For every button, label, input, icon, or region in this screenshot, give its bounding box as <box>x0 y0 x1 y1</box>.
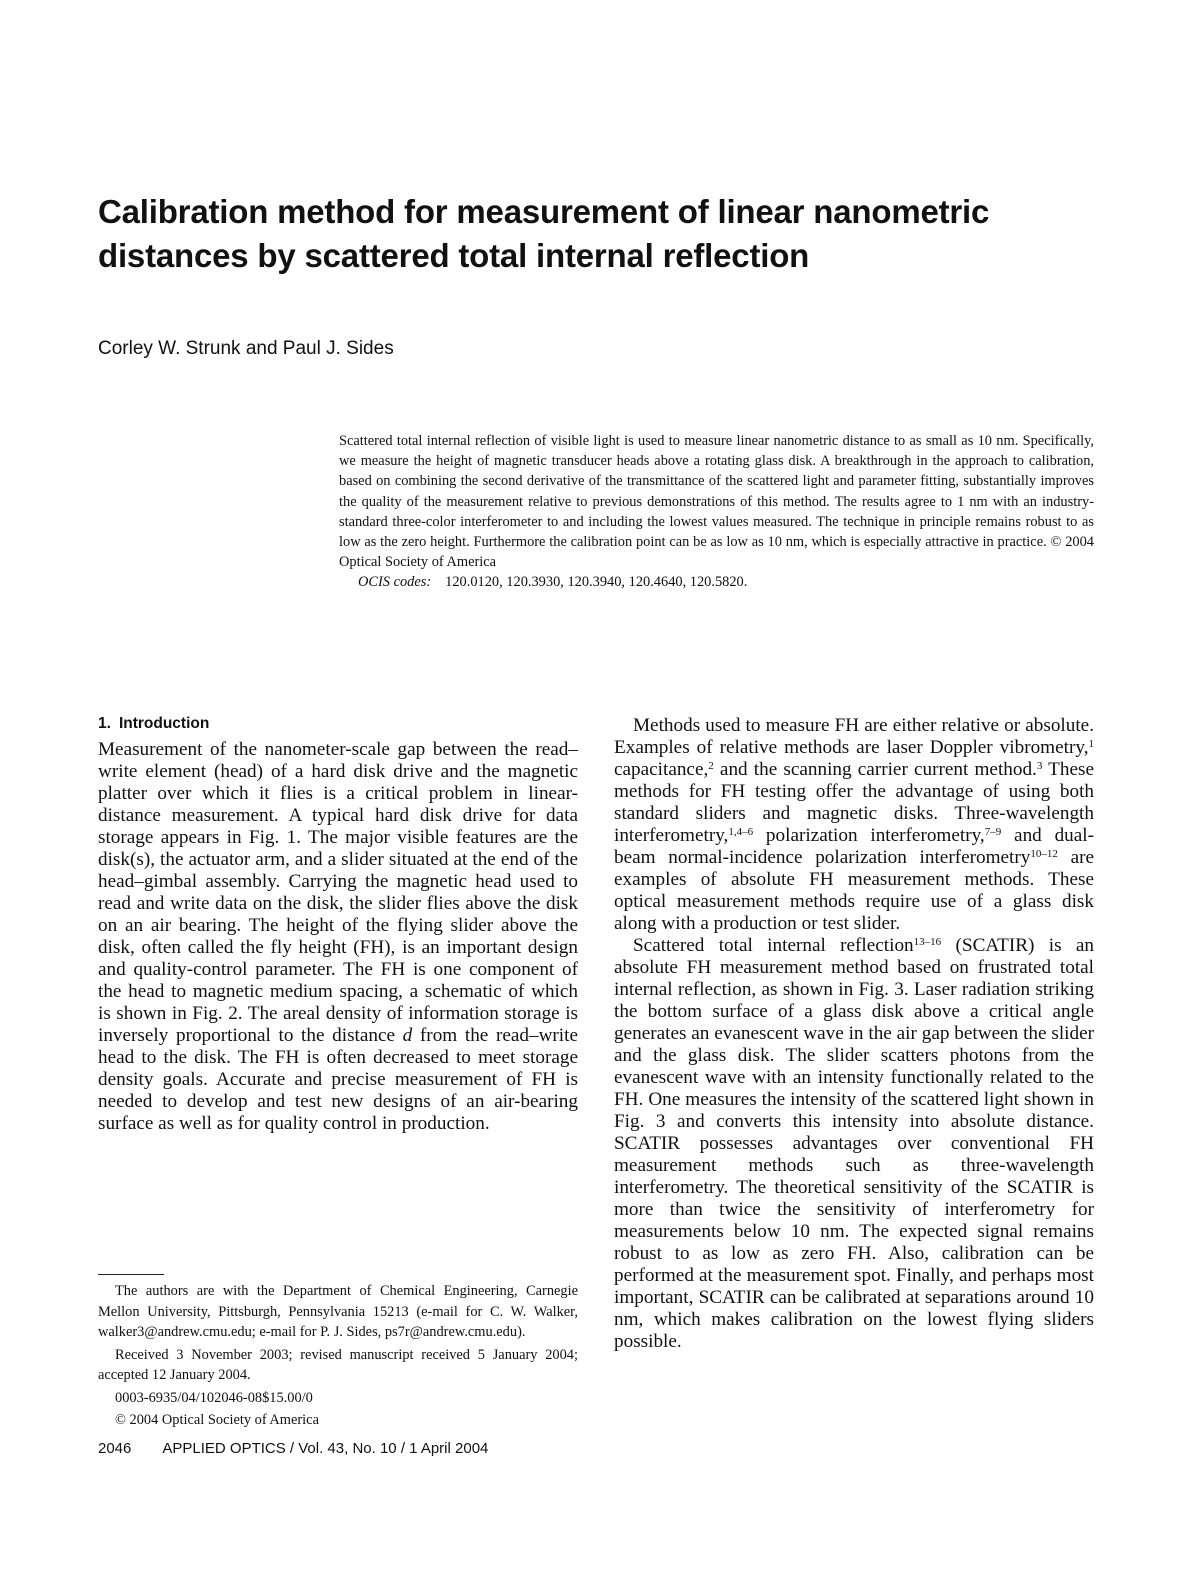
intro-paragraph <box>98 739 578 1135</box>
citation-ref: 1 <box>1088 738 1094 750</box>
left-column <box>98 714 578 1135</box>
intro-text-part2: from the read–write head to the disk. The FH is often decreased to meet storage density goals. Accurate and precise measurement of FH is needed to develop and test new designs of an air-bearing surface as well as for quality control in production. <box>98 1025 578 1134</box>
scatir-text: (SCATIR) is an absolute FH measurement method based on frustrated total internal reflection, as shown in Fig. 3. Laser radiation striking the bottom surface of a glass disk above a critical angle generates an evanescent wave in the air gap between the slider and the glass disk. The slider scatters photons from the evanescent wave with an intensity functionally related to the FH. One measures the intensity of the scattered light shown in Fig. 3 and converts this intensity into absolute distance. SCATIR possesses advantages over conventional FH measurement methods such as three-wavelength interferometry. The theoretical sensitivity of the SCATIR is more than twice the sensitivity of interferometry for measurements below 10 nm. The expected signal remains robust to as low as zero FH. Also, calibration can be performed at the measurement spot. Finally, and perhaps most important, SCATIR can be calibrated at separations around 10 nm, which makes calibration on the lowest flying sliders possible. <box>614 935 1094 1352</box>
section-heading <box>98 714 578 734</box>
distance-variable: d <box>402 1025 413 1046</box>
scatir-paragraph <box>614 935 1094 1353</box>
scatir-text: Scattered total internal reflection <box>633 935 914 956</box>
citation-ref: 2 <box>708 760 714 772</box>
ocis-codes <box>339 572 1094 592</box>
section-title: Introduction <box>118 715 210 732</box>
ocis-label: OCIS codes: <box>358 574 432 591</box>
author-list: Corley W. Strunk and Paul J. Sides <box>98 338 394 359</box>
methods-text: Methods used to measure FH are either relative or absolute. Examples of relative methods are laser Doppler vibrometry, <box>614 715 1094 758</box>
ocis-code-list: 120.0120, 120.3930, 120.3940, 120.4640, 120.5820. <box>445 574 748 591</box>
methods-text: and dual-beam normal-incidence polarization interferometry <box>614 825 1094 868</box>
citation-ref: 1,4–6 <box>728 826 754 838</box>
affiliation-note: The authors are with the Department of Chemical Engineering, Carnegie Mellon University, Pittsburgh, Pennsylvania 15213 (e-mail for C. W. Walker, walker3@andrew.cmu.edu; e-mail for P. J. Sides, ps7r@andrew.cmu.edu). <box>98 1283 578 1340</box>
methods-text: polarization interferometry, <box>753 825 985 846</box>
received-note: Received 3 November 2003; revised manuscript received 5 January 2004; accepted 12 January 2004. <box>98 1346 578 1383</box>
copyright-note: © 2004 Optical Society of America <box>115 1412 319 1428</box>
abstract-text: Scattered total internal reflection of visible light is used to measure linear nanometric distance to as small as 10 nm. Specifically, we measure the height of magnetic transducer heads above a rotating glass disk. A breakthrough in the approach to calibration, based on combining the second derivative of the transmittance of the scattered light and parameter fitting, substantially improves the quality of the measurement relative to previous demonstrations of this method. The results agree to 1 nm with an industry-standard three-color interferometer to and including the lowest values measured. The technique in principle remains robust to as low as the zero height. Furthermore the calibration point can be as low as 10 nm, which is especially attractive in practice. © 2004 Optical Society of America <box>339 433 1094 571</box>
citation-ref: 3 <box>1036 760 1043 772</box>
citation-ref: 7–9 <box>984 826 1002 838</box>
methods-text: and the scanning carrier current method. <box>713 759 1037 780</box>
abstract <box>339 431 1094 593</box>
citation-ref: 10–12 <box>1030 848 1058 860</box>
methods-text: capacitance, <box>614 759 709 780</box>
paper-title: Calibration method for measurement of linear nanometric distances by scattered total internal reflection <box>98 193 990 274</box>
methods-text: are examples of absolute FH measurement methods. These optical measurement methods require use of a glass disk along with a production or test slider. <box>614 847 1094 934</box>
methods-text: These methods for FH testing offer the advantage of using both standard sliders and magnetic disks. Three-wavelength interferometry, <box>614 759 1094 846</box>
page-footer <box>98 1440 488 1457</box>
footnote-divider <box>98 1274 164 1275</box>
right-column <box>614 715 1094 1353</box>
methods-paragraph <box>614 715 1094 935</box>
article-code: 0003-6935/04/102046-08$15.00/0 <box>115 1389 313 1406</box>
citation-ref: 13–16 <box>913 936 942 948</box>
section-number: 1. <box>98 715 111 732</box>
footnotes <box>98 1281 578 1433</box>
intro-text-part1: Measurement of the nanometer-scale gap between the read–write element (head) of a hard disk drive and the magnetic platter over which it flies is a critical problem in linear-distance measurement. A typical hard disk drive for data storage appears in Fig. 1. The major visible features are the disk(s), the actuator arm, and a slider situated at the end of the head–gimbal assembly. Carrying the magnetic head used to read and write data on the disk, the slider flies above the disk on an air bearing. The height of the flying slider above the disk, often called the fly height (FH), is an important design and quality-control parameter. The FH is one component of the head to magnetic medium spacing, a schematic of which is shown in Fig. 2. The areal density of information storage is inversely proportional to the distance <box>98 739 578 1046</box>
journal-citation: APPLIED OPTICS / Vol. 43, No. 10 / 1 April 2004 <box>162 1440 489 1457</box>
page-number: 2046 <box>98 1440 132 1457</box>
